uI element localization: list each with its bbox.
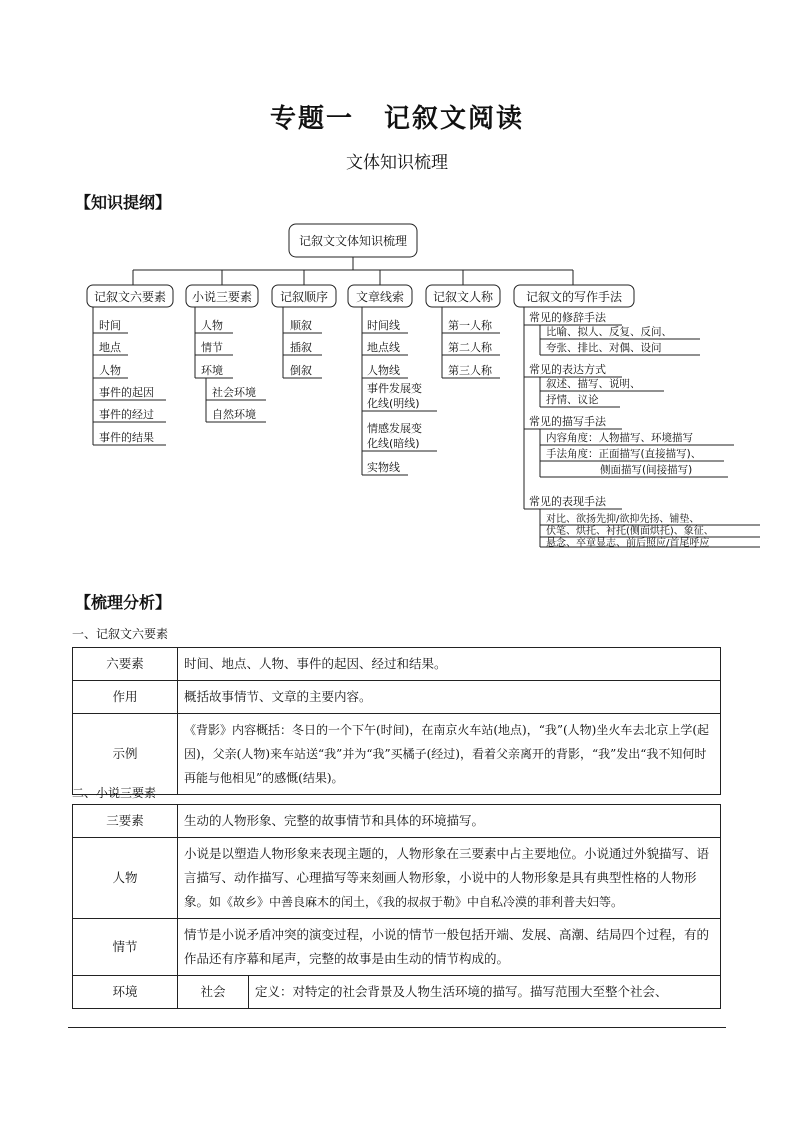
mindmap-root: 记叙文文体知识梳理: [298, 234, 408, 248]
mindmap-item: 伏笔、烘托、衬托(侧面烘托)、象征、: [546, 526, 714, 537]
row-content: 概括故事情节、文章的主要内容。: [178, 681, 721, 714]
row-sublabel: 社会: [178, 976, 249, 1009]
mindmap-item: 倒叙: [290, 364, 312, 377]
mindmap-item: 人物: [99, 364, 121, 377]
three-elements-table: [72, 804, 721, 1009]
row-label: 六要素: [73, 648, 178, 681]
mindmap-item: 实物线: [367, 461, 400, 474]
section-heading-analysis: 【梳理分析】: [75, 593, 172, 612]
row-label: 环境: [73, 976, 178, 1009]
branch-label: 记叙顺序: [279, 290, 329, 304]
row-content: 《背影》内容概括：冬日的一个下午(时间)，在南京火车站(地点)，“我”(人物)坐火车去北京上学(起因)，父亲(人物)来车站送“我”并为“我”买橘子(经过)，看着父亲离开的背影，“我”发出“我不知何时再能与他相见”的感慨(结果)。: [178, 714, 721, 795]
table-row: [73, 838, 721, 919]
branch-label: 文章线索: [355, 290, 405, 304]
page-bottom-rule: [68, 1027, 726, 1028]
row-content: [178, 838, 721, 919]
row-content: 时间、地点、人物、事件的起因、经过和结果。: [178, 648, 721, 681]
mindmap-item: 地点线: [367, 341, 400, 354]
mindmap-item: 人物线: [367, 364, 400, 377]
part1-heading: 一、记叙文六要素: [72, 627, 169, 641]
row-label: 三要素: [73, 805, 178, 838]
mindmap-item: 事件的起因: [99, 386, 154, 399]
mindmap-item: 化线(暗线): [367, 437, 420, 450]
mindmap-item: 第三人称: [448, 364, 492, 377]
mindmap-item: 时间线: [367, 319, 400, 332]
mindmap-item: 抒情、议论: [546, 394, 599, 406]
row-content-example: 如《故乡》中善良麻木的闰土，《我的叔叔于勒》中自私冷漠的菲利普夫妇等。: [209, 895, 624, 909]
row-content: 定义：对特定的社会背景及人物生活环境的描写。描写范围大至整个社会、: [249, 976, 721, 1009]
mindmap-item: 人物: [201, 319, 223, 332]
mindmap-item: 对比、欲扬先抑/欲抑先扬、铺垫、: [546, 514, 700, 525]
mindmap-group-title: 常见的修辞手法: [529, 311, 606, 324]
row-label: 情节: [73, 919, 178, 976]
mindmap-item: 事件发展变: [367, 382, 422, 395]
table-row: [73, 976, 721, 1009]
mindmap-item: 叙述、描写、说明、: [546, 378, 641, 390]
branch-label: 记叙文六要素: [93, 290, 167, 304]
part2-heading: 二、小说三要素: [72, 786, 157, 800]
mindmap-item: 时间: [99, 319, 121, 332]
branch-label: 记叙文人称: [432, 290, 494, 304]
table-row: [73, 919, 721, 976]
knowledge-mindmap: [0, 215, 794, 560]
mindmap-group-title: 常见的表达方式: [529, 363, 606, 376]
row-content: 生动的人物形象、完整的故事情节和具体的环境描写。: [178, 805, 721, 838]
mindmap-item: 情节: [201, 341, 223, 354]
mindmap-item: 内容角度：人物描写、环境描写: [546, 432, 693, 444]
page-subtitle: 文体知识梳理: [346, 153, 448, 173]
six-elements-table: [72, 647, 721, 795]
branch-label: 记叙文的写作手法: [525, 290, 623, 304]
mindmap-item: 第二人称: [448, 341, 492, 354]
mindmap-item: 事件的经过: [99, 408, 154, 421]
row-label: 人物: [73, 838, 178, 919]
row-content: 情节是小说矛盾冲突的演变过程，小说的情节一般包括开端、发展、高潮、结局四个过程，有的作品还有序幕和尾声，完整的故事是由生动的情节构成的。: [178, 919, 721, 976]
mindmap-item: 第一人称: [448, 319, 492, 332]
mindmap-item: 夸张、排比、对偶、设问: [546, 342, 662, 354]
mindmap-group-title: 常见的描写手法: [529, 415, 606, 428]
row-label: 作用: [73, 681, 178, 714]
table-row: [73, 681, 721, 714]
table-row: [73, 805, 721, 838]
mindmap-item: 社会环境: [212, 386, 256, 399]
section-heading-outline: 【知识提纲】: [75, 193, 172, 212]
table-row: [73, 648, 721, 681]
mindmap-item: 插叙: [290, 341, 312, 354]
page-title: 专题一 记叙文阅读: [269, 104, 525, 134]
mindmap-item: 悬念、卒章显志、前后照应/首尾呼应: [546, 538, 710, 549]
mindmap-item: 环境: [201, 364, 223, 377]
mindmap-item: 自然环境: [212, 408, 256, 421]
mindmap-item: 侧面描写(间接描写): [600, 464, 693, 476]
row-content-text: 小说是以塑造人物形象来表现主题的，人物形象在三要素中占主要地位。小说通过外貌描写、语言描写、动作描写、心理描写等来刻画人物形象，小说中的人物形象是具有典型性格的人物形象。: [184, 846, 710, 909]
mindmap-item: 事件的结果: [99, 431, 154, 444]
mindmap-item: 地点: [99, 341, 121, 354]
mindmap-group-title: 常见的表现手法: [529, 495, 606, 508]
mindmap-item: 化线(明线): [367, 397, 420, 410]
mindmap-item: 情感发展变: [367, 422, 422, 435]
table-row: [73, 714, 721, 795]
mindmap-item: 顺叙: [290, 319, 312, 332]
row-label: 示例: [73, 714, 178, 795]
branch-label: 小说三要素: [191, 290, 253, 304]
mindmap-item: 比喻、拟人、反复、反问、: [546, 326, 672, 338]
mindmap-item: 手法角度：正面描写(直接描写)、: [546, 448, 702, 460]
